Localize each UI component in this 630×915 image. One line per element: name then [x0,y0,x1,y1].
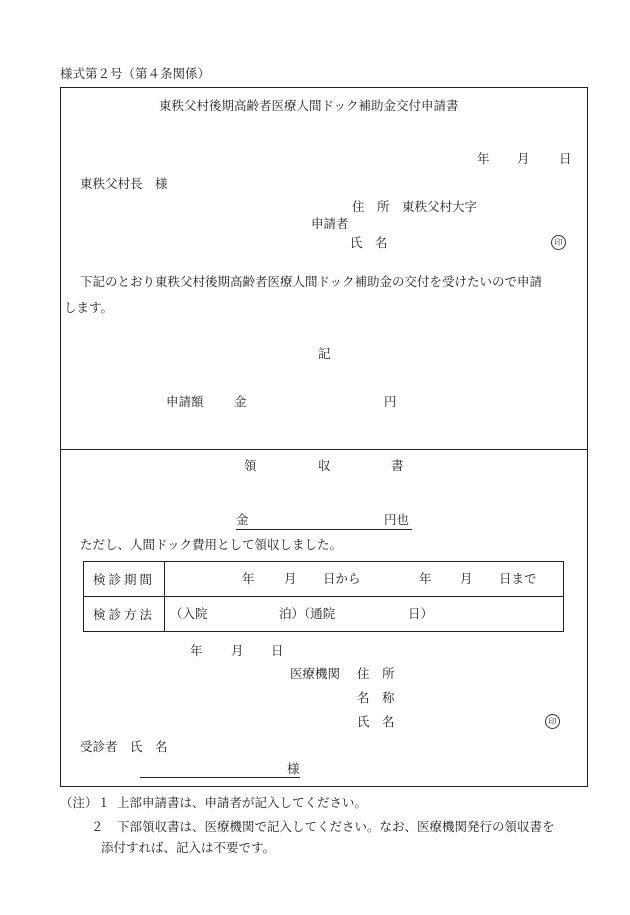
date-year-label: 年 [477,151,490,166]
note-number-2: ２ [91,819,104,834]
period-month-to: 月 [460,571,473,586]
period-year-to: 年 [419,571,432,586]
institution-person-label: 氏 名 [357,714,395,729]
exam-period-row [84,562,564,597]
institution-seal-icon: 印 [545,714,560,729]
receipt-date-year: 年 [190,643,203,658]
amount-yen: 円 [384,394,397,409]
receipt-date-month: 月 [231,643,244,658]
method-inpatient: （入院 [170,606,208,621]
applicant-address-label: 住 所 [352,199,390,214]
application-title: 東秩父村後期高齢者医療人間ドック補助金交付申請書 [159,98,459,113]
period-day-from: 日から [323,571,361,586]
note-line-2: 下部領収書は、医療機関で記入してください。なお、医療機関発行の領収書を [117,819,555,834]
form-frame [60,87,588,787]
date-month-label: 月 [517,151,530,166]
institution-label: 医療機関 [290,666,341,681]
amount-label: 申請額 [166,394,204,409]
amount-kin: 金 [234,394,247,409]
ki-label: 記 [318,346,331,361]
exam-period-cell [165,562,564,597]
application-body-line2: します。 [64,300,114,315]
period-year-from: 年 [242,571,255,586]
receipt-note: ただし、人間ドック費用として領収しました。 [80,537,343,552]
form-label: 様式第２号（第４条関係） [60,66,211,81]
amount-underline [236,529,412,530]
receipt-date-day: 日 [271,643,284,658]
exam-table [83,561,564,632]
application-body-line1: 下記のとおり東秩父村後期高齢者医療人間ドック補助金の交付を受けたいので申請 [80,274,543,289]
note-prefix: （注）１ [60,795,111,810]
exam-method-label: 検診方法 [84,597,165,632]
institution-address-label: 住 所 [357,666,395,681]
receipt-title-char-2: 収 [318,458,331,473]
receipt-title-char-3: 書 [391,458,404,473]
method-day: 日） [408,606,434,621]
exam-period-label: 検診期間 [84,562,165,597]
patient-name-label: 受診者 氏 名 [80,739,168,754]
receipt-title-char-1: 領 [244,458,257,473]
patient-sama: 様 [287,761,300,776]
addressee: 東秩父村長 様 [80,176,168,191]
method-stay: 泊）（通院 [279,606,336,621]
receipt-yen-nari: 円也 [384,512,410,527]
date-day-label: 日 [559,151,572,166]
period-day-to: 日まで [499,571,537,586]
applicant-name-label: 氏 名 [350,235,388,250]
note-line-3: 添付すれば、記入は不要です。 [101,840,276,855]
note-line-1: 上部申請書は、申請者が記入してください。 [117,795,368,810]
institution-name-label: 名 称 [357,690,395,705]
exam-method-cell [165,597,564,632]
section-divider [60,449,588,450]
exam-method-row [84,597,564,632]
applicant-label: 申請者 [311,216,349,231]
receipt-kin: 金 [236,512,249,527]
period-month-from: 月 [284,571,297,586]
applicant-address-value: 東秩父村大字 [402,199,478,214]
seal-icon: 印 [551,235,566,250]
patient-name-underline [140,777,300,778]
